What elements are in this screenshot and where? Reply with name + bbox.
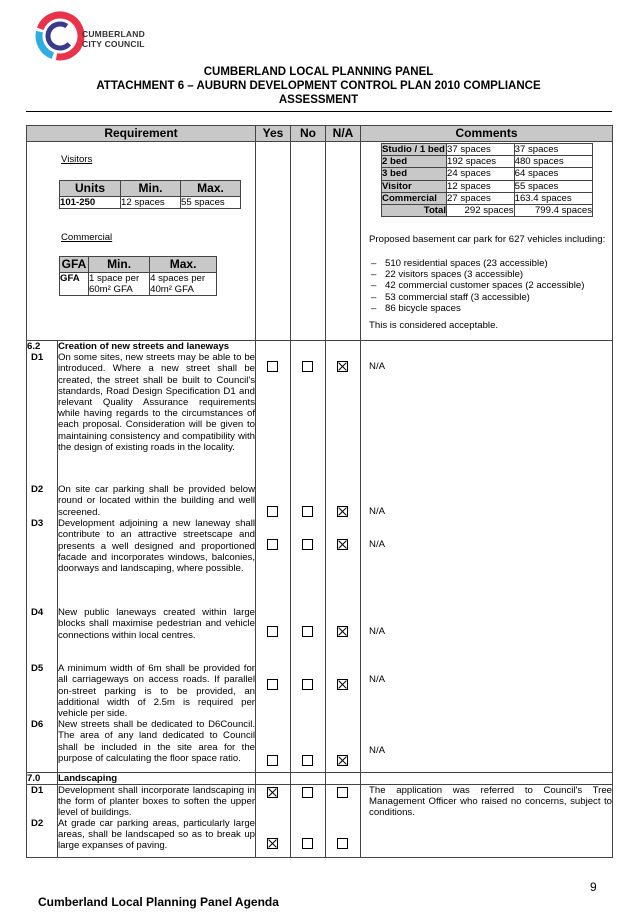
summary-label: 3 bed (382, 168, 447, 180)
section-7-0-yes-column (256, 784, 291, 857)
na-cell (326, 142, 361, 341)
summary-value: 37 spaces (514, 144, 592, 156)
table-row (27, 341, 613, 353)
item-id: D2 (31, 817, 44, 829)
parking-comment-end: This is considered acceptable. (369, 320, 499, 331)
section-7-0-na-column (326, 784, 361, 857)
yes-cell (256, 142, 291, 341)
summary-label: 2 bed (382, 156, 447, 168)
col-header-no: No (291, 126, 326, 142)
commercial-max-line2: 40m² GFA (150, 284, 194, 296)
comment-6-2-d5: N/A (369, 674, 386, 685)
checkbox-6-2-d6-na[interactable] (337, 755, 348, 766)
checkbox-6-2-d6-yes[interactable] (267, 755, 278, 766)
parking-list-item: – 42 commercial customer spaces (2 accessible) (369, 280, 609, 291)
visitors-min: 12 spaces (121, 197, 181, 209)
summary-value: 64 spaces (514, 168, 592, 180)
summary-value: 24 spaces (447, 168, 515, 180)
commercial-min-line2: 60m² GFA (89, 284, 133, 296)
section-7-0-title: Landscaping (58, 772, 256, 784)
checkbox-6-2-d2-na[interactable] (337, 506, 348, 517)
doc-title-3: ASSESSMENT (278, 94, 359, 106)
section-7-0-comment: The application was referred to Council's Tree Management Officer who raised no concerns, subject to conditions. (361, 784, 613, 857)
parking-list-item: – 53 commercial staff (3 accessible) (369, 292, 609, 303)
comment-6-2-d2: N/A (369, 506, 386, 517)
checkbox-6-2-d5-na[interactable] (337, 679, 348, 690)
visitors-units: 101-250 (60, 197, 121, 209)
no-cell (291, 142, 326, 341)
requirement-text: On some sites, new streets may be able to be introduced. Where a new street shall be created, the street shall be built to Council's standards, Road Design Specification D1 and relevant Quality Assurance requirements while having regards to the circumstances of each proposal. Consideration will be given to maintaining consistency and compatibility with the design of existing roads in the locality. (58, 352, 256, 453)
summary-value: 192 spaces (447, 156, 515, 168)
page-number: 9 (590, 880, 597, 894)
item-id: D2 (31, 484, 44, 496)
checkbox-6-2-d3-no[interactable] (302, 539, 313, 550)
col-header-na: N/A (326, 126, 361, 142)
requirement-text: Development shall incorporate landscaping in the form of planter boxes to soften the upper level of buildings. (58, 784, 256, 819)
checkbox-6-2-d6-no[interactable] (302, 755, 313, 766)
commercial-gfa: GFA (60, 273, 89, 296)
commercial-max-line1: 4 spaces per (150, 273, 206, 284)
doc-title-1: CUMBERLAND LOCAL PLANNING PANEL (203, 66, 434, 78)
parking-list-item: – 22 visitors spaces (3 accessible) (369, 269, 609, 280)
checkbox-7-0-d1-no[interactable] (302, 787, 313, 798)
doc-title-2: ATTACHMENT 6 – AUBURN DEVELOPMENT CONTROL PLAN 2010 COMPLIANCE (96, 80, 541, 92)
checkbox-6-2-d4-no[interactable] (302, 626, 313, 637)
commercial-label: Commercial (61, 232, 113, 243)
table-header-row (27, 126, 613, 142)
table-row (27, 142, 613, 341)
summary-row (382, 168, 593, 180)
commercial-max (150, 273, 217, 296)
checkbox-7-0-d2-na[interactable] (337, 838, 348, 849)
table-row (27, 784, 613, 857)
checkbox-6-2-d3-yes[interactable] (267, 539, 278, 550)
summary-value: 799.4 spaces (514, 205, 592, 217)
visitors-header-min: Min. (121, 181, 181, 197)
commercial-min (89, 273, 150, 296)
col-header-requirement: Requirement (27, 126, 256, 142)
parking-list-item: – 86 bicycle spaces (369, 303, 609, 314)
section-6-2-title: Creation of new streets and laneways (58, 341, 256, 353)
council-logo-icon (34, 10, 86, 62)
checkbox-7-0-d2-no[interactable] (302, 838, 313, 849)
parking-summary-table (381, 143, 593, 217)
item-id: D1 (31, 784, 44, 796)
footer-agenda: Cumberland Local Planning Panel Agenda (38, 895, 279, 909)
summary-label: Studio / 1 bed (382, 144, 445, 155)
compliance-table (26, 125, 613, 858)
comment-6-2-d1: N/A (369, 361, 386, 372)
comment-6-2-d6: N/A (369, 745, 386, 756)
checkbox-6-2-d5-yes[interactable] (267, 679, 278, 690)
commercial-min-line1: 1 space per (89, 273, 140, 284)
comment-6-2-d4: N/A (369, 626, 386, 637)
requirement-text: A minimum width of 6m shall be provided for all carriageways on access roads. If parallel on-street parking is to be provided, an additional width of 2.5m is required per vehicle per side. (58, 663, 256, 720)
summary-label: Total (382, 205, 447, 217)
commercial-header-min: Min. (89, 257, 150, 273)
summary-value: 27 spaces (447, 192, 515, 204)
visitors-max: 55 spaces (181, 197, 241, 209)
visitors-header-units: Units (60, 181, 121, 197)
no-cell (291, 772, 326, 784)
section-6-2-texts (58, 352, 256, 772)
checkbox-6-2-d2-no[interactable] (302, 506, 313, 517)
checkbox-6-2-d5-no[interactable] (302, 679, 313, 690)
section-6-2-number: 6.2 (27, 341, 58, 353)
checkbox-6-2-d3-na[interactable] (337, 539, 348, 550)
requirement-text: New streets shall be dedicated to D6Council. The area of any land dedicated to Council shall be included in the site area for the purpose of calculating the floor space ratio. (58, 719, 256, 764)
summary-value: 55 spaces (514, 180, 592, 192)
yes-cell (256, 772, 291, 784)
comment-6-2-d3: N/A (369, 539, 386, 550)
summary-value: 37 spaces (447, 144, 515, 156)
requirement-text: On site car parking shall be provided below round or located within the building and well screened. (58, 484, 256, 518)
summary-value: 12 spaces (447, 180, 515, 192)
checkbox-6-2-d2-yes[interactable] (267, 506, 278, 517)
requirement-text: At grade car parking areas, particularly large areas, shall be landscaped so as to break up large expanses of paving. (58, 817, 256, 852)
summary-row (382, 205, 593, 217)
section-7-0-no-column (291, 784, 326, 857)
checkbox-6-2-d1-na[interactable] (337, 361, 348, 372)
comment-cell (361, 772, 613, 784)
parking-comment-intro: Proposed basement car park for 627 vehicles including: (369, 234, 606, 245)
summary-value: 163.4 spaces (514, 192, 592, 204)
section-7-0-number: 7.0 (27, 772, 58, 784)
item-id: D5 (31, 663, 44, 675)
parking-comment-cell (361, 142, 613, 341)
requirement-text: New public laneways created within large blocks shall maximise pedestrian and vehicle connections within local centres. (58, 607, 256, 641)
summary-row (382, 192, 593, 204)
title-rule (26, 111, 612, 112)
item-id: D6 (31, 719, 44, 731)
checkbox-6-2-d4-na[interactable] (337, 626, 348, 637)
commercial-header-max: Max. (150, 257, 217, 273)
summary-label: Visitor (382, 180, 447, 192)
summary-value: 292 spaces (447, 205, 515, 217)
commercial-table (59, 256, 217, 296)
checkbox-6-2-d1-yes[interactable] (267, 361, 278, 372)
requirement-text: Development adjoining a new laneway shall contribute to an attractive streetscape and presents a well designed and proportioned facade and incorporates windows, balconies, doorways and landscaping, where possible. (58, 518, 256, 575)
summary-row (382, 156, 593, 168)
commercial-header-gfa: GFA (60, 257, 89, 273)
logo-text (82, 30, 145, 49)
checkbox-7-0-d1-na[interactable] (337, 787, 348, 798)
section-6-2-na-column (326, 341, 361, 773)
col-header-yes: Yes (256, 126, 291, 142)
section-7-0-texts (58, 784, 256, 857)
logo-line-2: CITY COUNCIL (82, 38, 145, 49)
checkbox-6-2-d1-no[interactable] (302, 361, 313, 372)
section-6-2-yes-column (256, 341, 291, 773)
section-6-2-no-column (291, 341, 326, 773)
checkbox-7-0-d2-yes[interactable] (267, 838, 278, 849)
na-cell (326, 772, 361, 784)
summary-row (382, 144, 593, 156)
item-id: D3 (31, 518, 44, 530)
parking-list (369, 258, 609, 314)
section-6-2-ids (27, 352, 58, 772)
parking-list-item: – 510 residential spaces (23 accessible) (369, 258, 609, 269)
logo-line-1: CUMBERLAND (82, 29, 145, 39)
summary-label: Commercial (382, 192, 447, 204)
col-header-comments: Comments (361, 126, 613, 142)
summary-row (382, 180, 593, 192)
section-7-0-ids (27, 784, 58, 857)
section-6-2-comments (361, 341, 613, 773)
visitors-header-max: Max. (181, 181, 241, 197)
table-row (27, 772, 613, 784)
checkbox-6-2-d4-yes[interactable] (267, 626, 278, 637)
visitors-table (59, 180, 241, 209)
checkbox-7-0-d1-yes[interactable] (267, 787, 278, 798)
summary-value: 480 spaces (514, 156, 592, 168)
item-id: D4 (31, 607, 44, 619)
parking-requirement-cell (27, 142, 256, 341)
item-id: D1 (31, 352, 44, 364)
visitors-label: Visitors (61, 154, 93, 165)
